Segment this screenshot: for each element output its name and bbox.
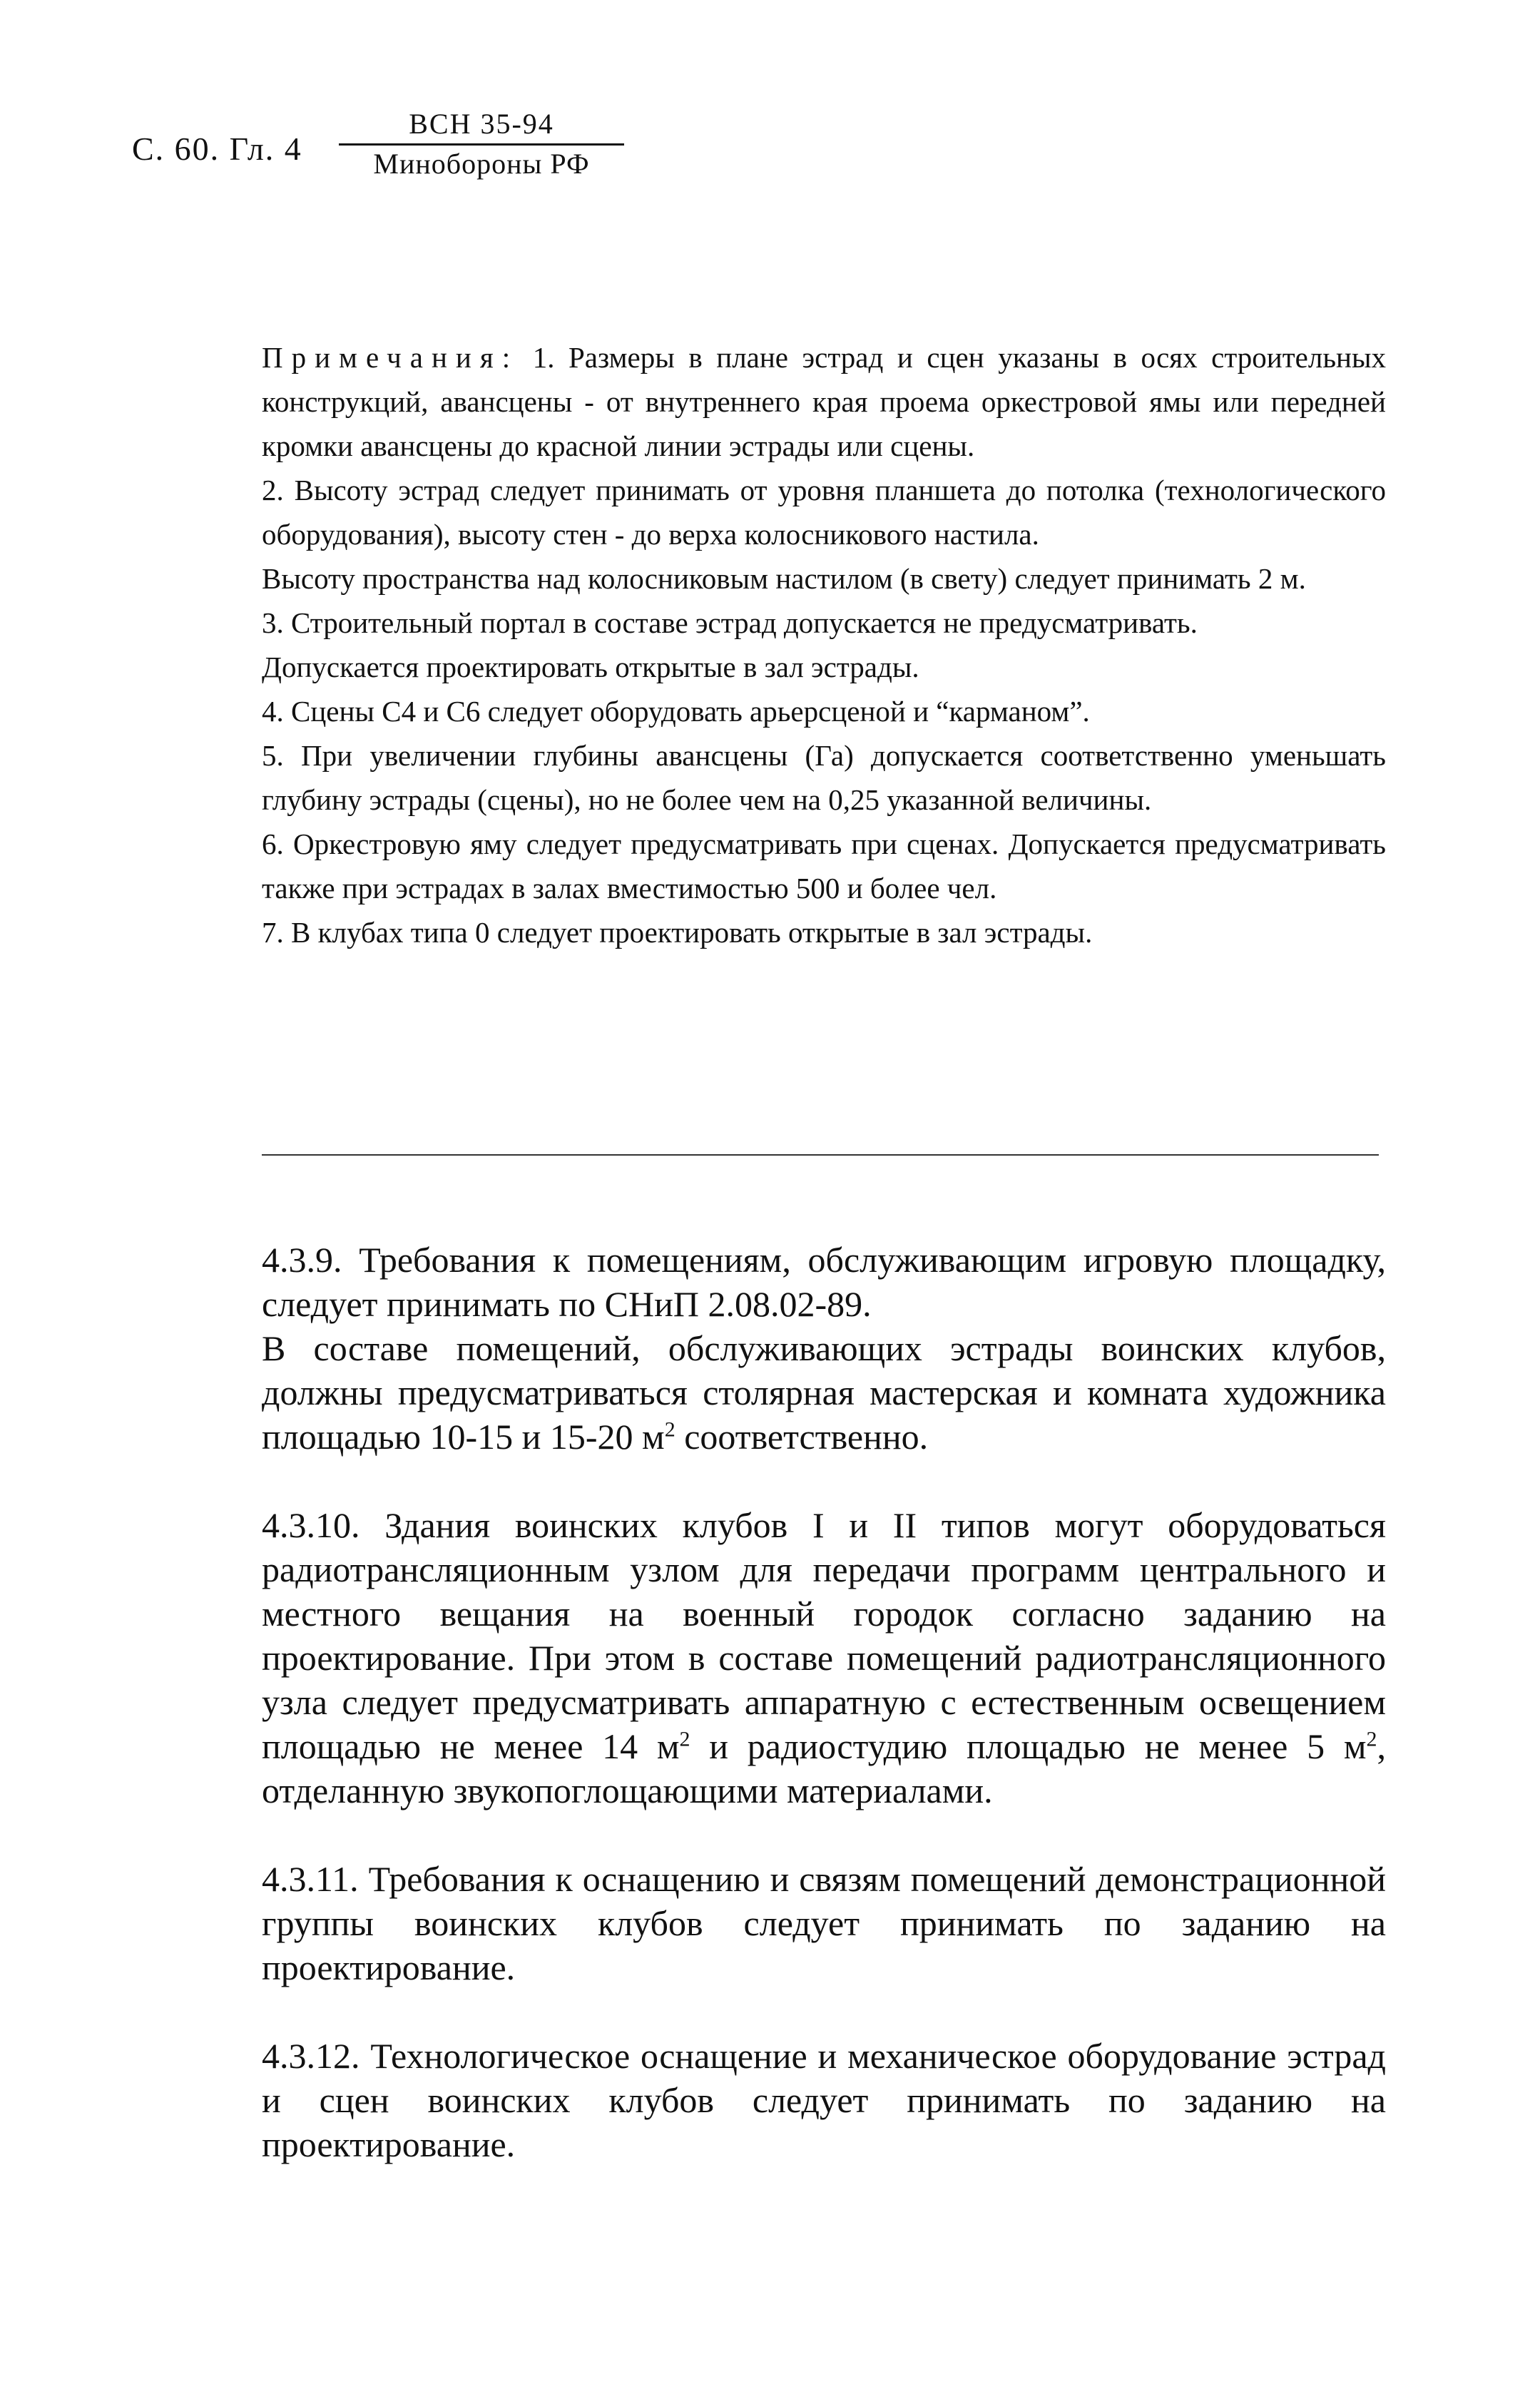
main-text	[262, 1238, 1386, 2166]
document-organization: Минобороны РФ	[373, 148, 590, 180]
superscript-2: 2	[679, 1727, 690, 1751]
page-reference: С. 60. Гл. 4	[132, 131, 302, 167]
paragraph-spacer	[262, 1990, 1386, 2034]
page-header	[132, 107, 703, 193]
paragraph-4-3-11: 4.3.11. Требования к оснащению и связям помещений демонстрационной группы воинских клубов следует принимать по заданию на проектирование.	[262, 1859, 1386, 1987]
section-divider	[262, 1154, 1379, 1156]
paragraph-4-3-9: 4.3.9. Требования к помещениям, обслуживающим игровую площадку, следует принимать по СНиП 2.08.02-89.	[262, 1240, 1386, 1324]
note-3: 3. Строительный портал в составе эстрад допускается не предусматривать.	[262, 606, 1198, 639]
note-7: 7. В клубах типа 0 следует проектировать открытые в зал эстрады.	[262, 916, 1093, 949]
document-code: ВСН 35-94	[409, 108, 554, 140]
paragraph-4-3-10-text-a: 4.3.10. Здания воинских клубов I и II типов могут оборудоваться радиотрансляционным узлом для передачи программ центрального и местного вещания на военный городок согласно заданию на проектирование. При этом в составе помещений радиотрансляционного узла следует предусматривать аппаратную с естественным освещением площадью не менее 14 м	[262, 1505, 1386, 1766]
note-3-continuation: Допускается проектировать открытые в зал эстрады.	[262, 651, 919, 683]
paragraph-spacer	[262, 1459, 1386, 1503]
paragraph-4-3-9-continuation	[262, 1326, 1386, 1459]
note-6: 6. Оркестровую яму следует предусматривать при сценах. Допускается предусматривать также при эстрадах в залах вместимостью 500 и более чел.	[262, 827, 1386, 905]
note-1	[262, 335, 1386, 468]
superscript-2: 2	[1366, 1727, 1377, 1751]
document-designation	[339, 107, 624, 180]
paragraph-4-3-9-continuation-end: соответственно.	[675, 1417, 929, 1457]
superscript-2: 2	[664, 1417, 675, 1442]
note-4: 4. Сцены С4 и С6 следует оборудовать арьерсценой и “карманом”.	[262, 695, 1090, 728]
paragraph-4-3-9-continuation-text: В составе помещений, обслуживающих эстрады воинских клубов, должны предусматриваться столярная мастерская и комната художника площадью 10-15 и 15-20 м	[262, 1328, 1386, 1457]
paragraph-4-3-10	[262, 1503, 1386, 1813]
paragraph-4-3-10-text-c: , отделанную звукопоглощающими материалами.	[262, 1726, 1386, 1810]
note-1-text: 1. Размеры в плане эстрад и сцен указаны в осях строительных конструкций, авансцены - от внутреннего края проема оркестровой ямы или передней кромки авансцены до красной линии эстрады или сцены.	[262, 341, 1387, 462]
notes-title: Примечания:	[262, 341, 519, 374]
note-2: 2. Высоту эстрад следует принимать от уровня планшета до потолка (технологического оборудования), высоту стен - до верха колосникового настила.	[262, 474, 1386, 551]
paragraph-4-3-10-text-b: и радиостудию площадью не менее 5 м	[690, 1726, 1367, 1766]
note-2-continuation: Высоту пространства над колосниковым настилом (в свету) следует принимать 2 м.	[262, 562, 1306, 595]
notes-section	[262, 335, 1386, 954]
paragraph-4-3-12: 4.3.12. Технологическое оснащение и механическое оборудование эстрад и сцен воинских клубов следует принимать по заданию на проектирование.	[262, 2036, 1386, 2164]
note-5: 5. При увеличении глубины авансцены (Га) допускается соответственно уменьшать глубину эстрады (сцены), но не более чем на 0,25 указанной величины.	[262, 739, 1386, 816]
paragraph-spacer	[262, 1813, 1386, 1857]
